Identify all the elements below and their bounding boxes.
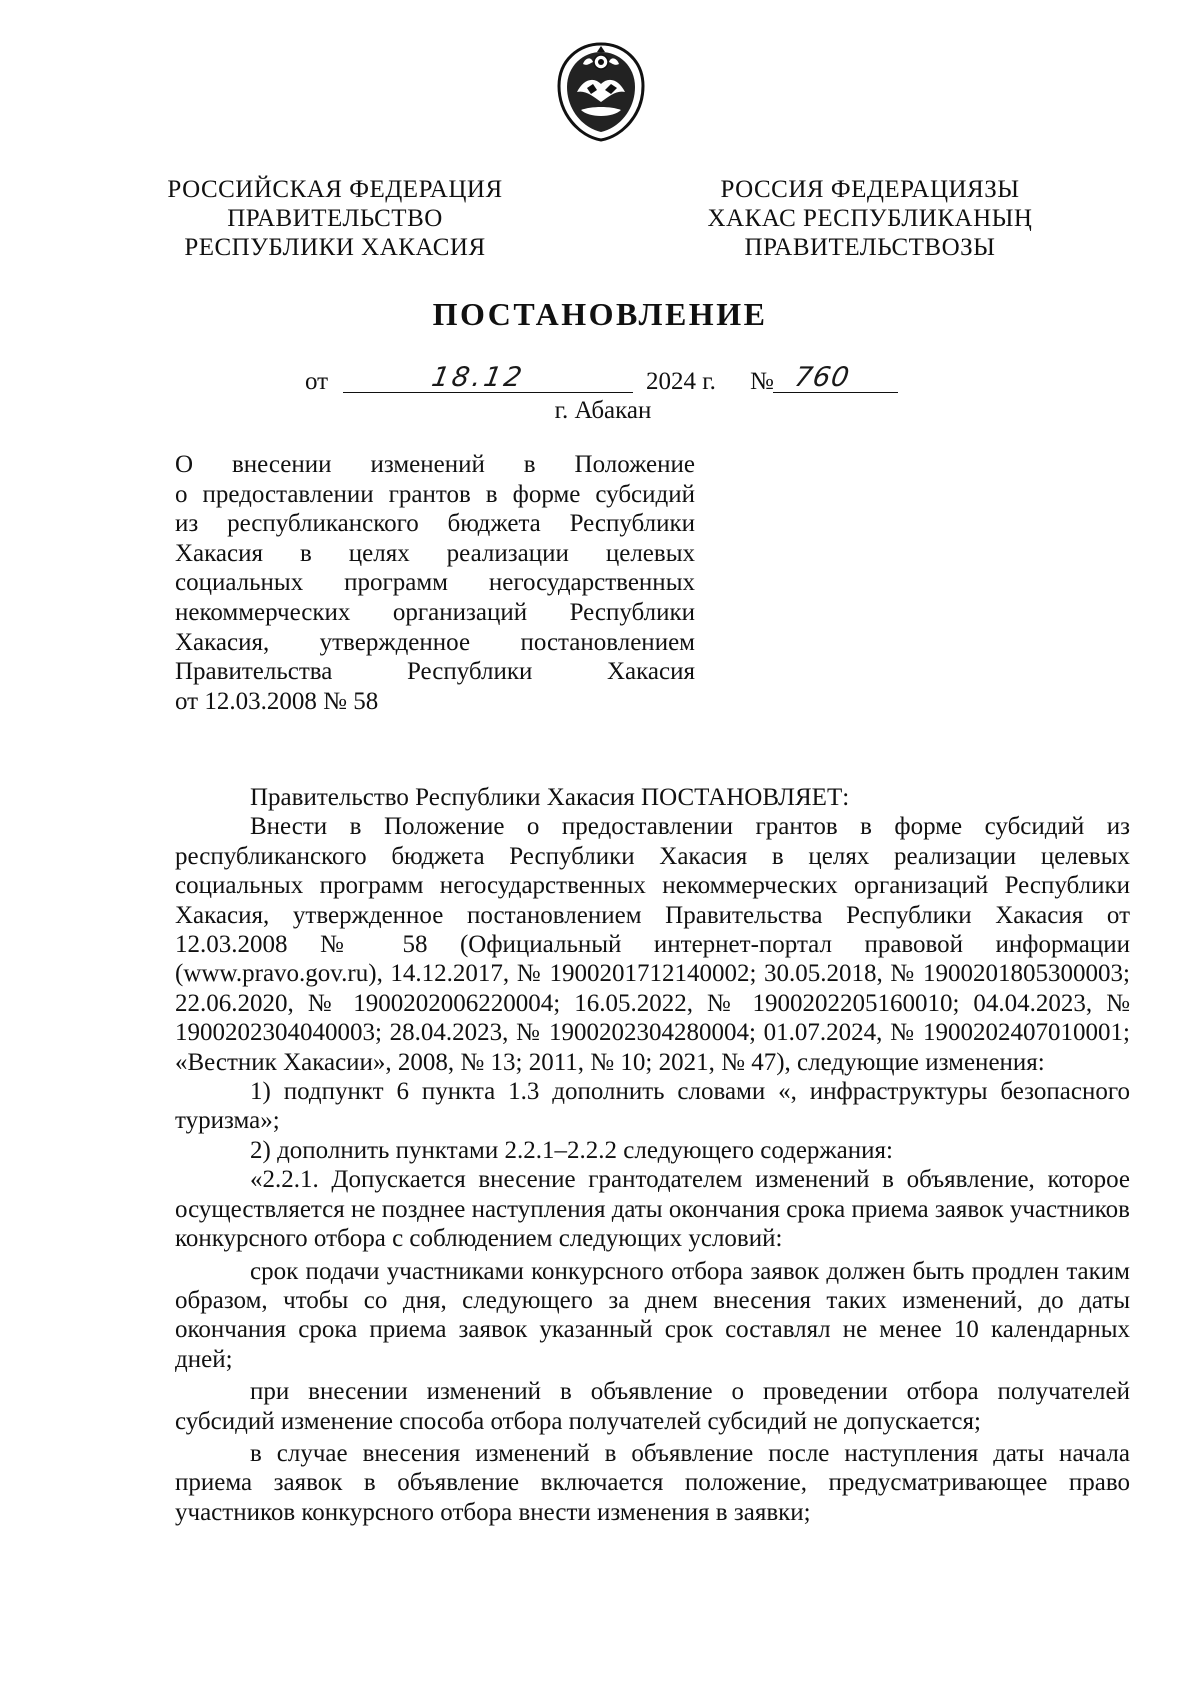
coat-of-arms-icon <box>553 40 649 144</box>
body-condition-2: при внесении изменений в объявление о проведении отбора получателей субсидий изменение способа отбора получателей субсидий не допускается; <box>175 1378 1130 1435</box>
ot-label: от <box>305 368 329 395</box>
body-condition-1: срок подачи участниками конкурсного отбора заявок должен быть продлен таким образом, чтобы со дня, следующего за днем внесения таких изменений, до даты окончания срока приема заявок указанный срок составлял не менее 10 календарных дней; <box>175 1257 1130 1373</box>
subject-line: о предоставлении грантов в форме субсидий <box>175 480 695 508</box>
header-right-line2: ХАКАС РЕСПУБЛИКАНЫҢ <box>707 205 1033 232</box>
document-title: ПОСТАНОВЛЕНИЕ <box>432 296 768 332</box>
handwritten-date: 18.12 <box>429 362 528 393</box>
header-left <box>160 175 510 262</box>
header-left-line1: РОССИЙСКАЯ ФЕДЕРАЦИЯ <box>167 176 503 203</box>
subject-line: О внесении изменений в Положение <box>175 451 695 478</box>
body-condition-3: в случае внесения изменений в объявление после наступления даты начала приема заявок в объявление включается положение, предусматривающее право участников конкурсного отбора внести изменения в заявки; <box>175 1439 1130 1526</box>
subject-line: социальных программ негосударственных <box>175 569 695 597</box>
handwritten-number: 760 <box>792 362 853 393</box>
city-name: г. Абакан <box>554 397 652 424</box>
subject-line: Правительства Республики Хакасия <box>175 658 695 686</box>
body-item-1: 1) подпункт 6 пункта 1.3 дополнить словами «, инфраструктуры безопасного туризма»; <box>175 1078 1130 1135</box>
header-left-line2: ПРАВИТЕЛЬСТВО <box>227 205 443 232</box>
header-right <box>690 175 1050 262</box>
body-paragraph-2-2-1: «2.2.1. Допускается внесение грантодателем изменений в объявление, которое осуществляется не позднее наступления даты окончания срока приема заявок участников конкурсного отбора с соблюдением следующих условий: <box>175 1166 1130 1253</box>
header-right-line1: РОССИЯ ФЕДЕРАЦИЯЗЫ <box>720 176 1020 203</box>
city-line <box>0 397 1200 425</box>
body-paragraph-intro: Внести в Положение о предоставлении грантов в форме субсидий из республиканского бюджета Республики Хакасия в целях реализации целевых социальных программ негосударственных некоммерческих организаций Республики Хакасия, утвержденное постановлением Правительства Республики Хакасия от 12.03.2008 № 58 (Официальный интернет-портал правовой информации (www.pravo.gov.ru), 14.12.2017, № 1900201712140002; 30.05.2018, № 1900201805300003; 22.06.2020, № 1900202006220004; 16.05.2022, № 1900202205160010; 04.04.2023, № 1900202304040003; 28.04.2023, № 1900202304280004; 01.07.2024, № 1900202407010001; «Вестник Хакасии», 2008, № 13; 2011, № 10; 2021, № 47), следующие изменения: <box>175 813 1130 1076</box>
subject-block <box>175 450 695 716</box>
header-left-line3: РЕСПУБЛИКИ ХАКАСИЯ <box>184 234 486 261</box>
header-right-line3: ПРАВИТЕЛЬСТВОЗЫ <box>744 234 996 261</box>
subject-line: из республиканского бюджета Республики <box>175 510 695 538</box>
year-label: 2024 г. <box>646 368 716 395</box>
subject-line: некоммерческих организаций Республики <box>175 598 695 626</box>
subject-line: Хакасия в целях реализации целевых <box>175 539 695 567</box>
document-body <box>175 783 1130 1527</box>
subject-line: от 12.03.2008 № 58 <box>175 687 379 715</box>
decree-line: Правительство Республики Хакасия ПОСТАНОВЛЯЕТ: <box>250 784 850 811</box>
number-label: № <box>750 368 774 395</box>
body-item-2: 2) дополнить пунктами 2.2.1–2.2.2 следующего содержания: <box>250 1136 893 1164</box>
subject-line: Хакасия, утвержденное постановлением <box>175 628 695 656</box>
